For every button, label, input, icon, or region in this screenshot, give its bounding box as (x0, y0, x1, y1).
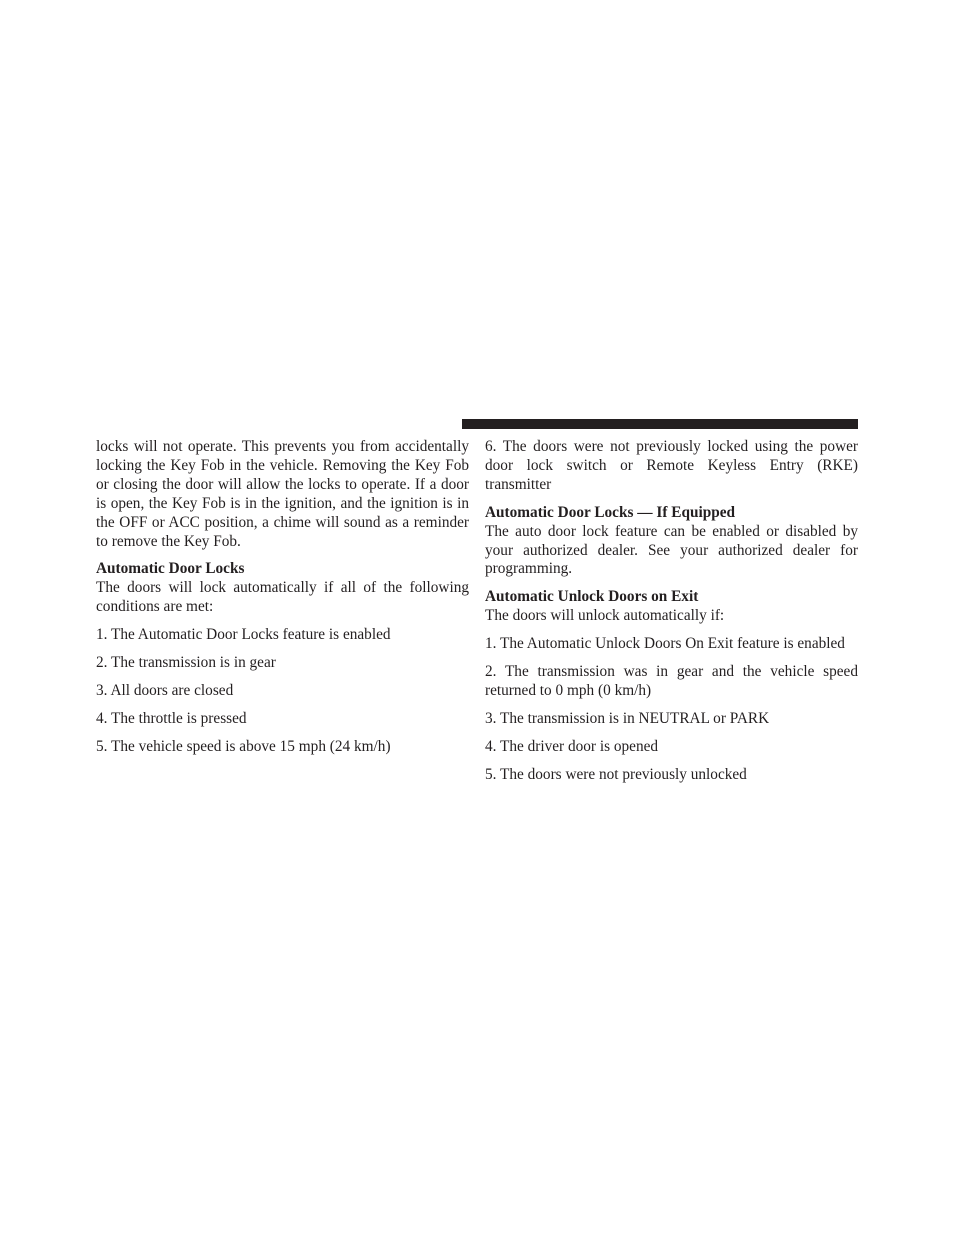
section-body-dealer-programming: The auto door lock feature can be enabled or disabled by your authorized dealer. See your authorized dealer for programming. (485, 522, 858, 578)
list-item: 4. The throttle is pressed (96, 709, 247, 727)
list-item: 3. The transmission is in NEUTRAL or PARK (485, 709, 770, 727)
list-item: 1. The Automatic Door Locks feature is enabled (96, 626, 391, 644)
section-title-door-locks-if-equipped: Automatic Door Locks — If Equipped (485, 503, 736, 521)
list-item: 2. The transmission is in gear (96, 654, 276, 672)
intro-paragraph: locks will not operate. This prevents you from accidentally locking the Key Fob in the vehicle. Removing the Key Fob or closing the door will allow the locks to operate. If a door is open, the Key Fob is in the ignition, and the ignition is in the OFF or ACC position, a chime will sound as a reminder to remove the Key Fob. (96, 438, 469, 550)
section-title-automatic-door-locks: Automatic Door Locks (96, 560, 245, 578)
section-body-unlock-conditions: The doors will unlock automatically if: (485, 607, 725, 625)
section-header-bar (462, 419, 858, 429)
list-item: 5. The vehicle speed is above 15 mph (24 km/h) (96, 737, 391, 755)
list-item: 2. The transmission was in gear and the vehicle speed returned to 0 mph (0 km/h) (485, 663, 858, 699)
list-item-continued: 6. The doors were not previously locked using the power door lock switch or Remote Keyless Entry (RKE) transmitter (485, 438, 858, 493)
list-item: 4. The driver door is opened (485, 737, 659, 755)
section-body-lock-conditions: The doors will lock automatically if all of the following conditions are met: (96, 579, 469, 616)
left-column (96, 438, 469, 757)
list-item: 3. All doors are closed (96, 681, 234, 699)
right-column (485, 438, 858, 785)
list-item: 5. The doors were not previously unlocked (485, 765, 747, 783)
list-item: 1. The Automatic Unlock Doors On Exit feature is enabled (485, 635, 845, 653)
section-title-unlock-on-exit: Automatic Unlock Doors on Exit (485, 588, 699, 606)
